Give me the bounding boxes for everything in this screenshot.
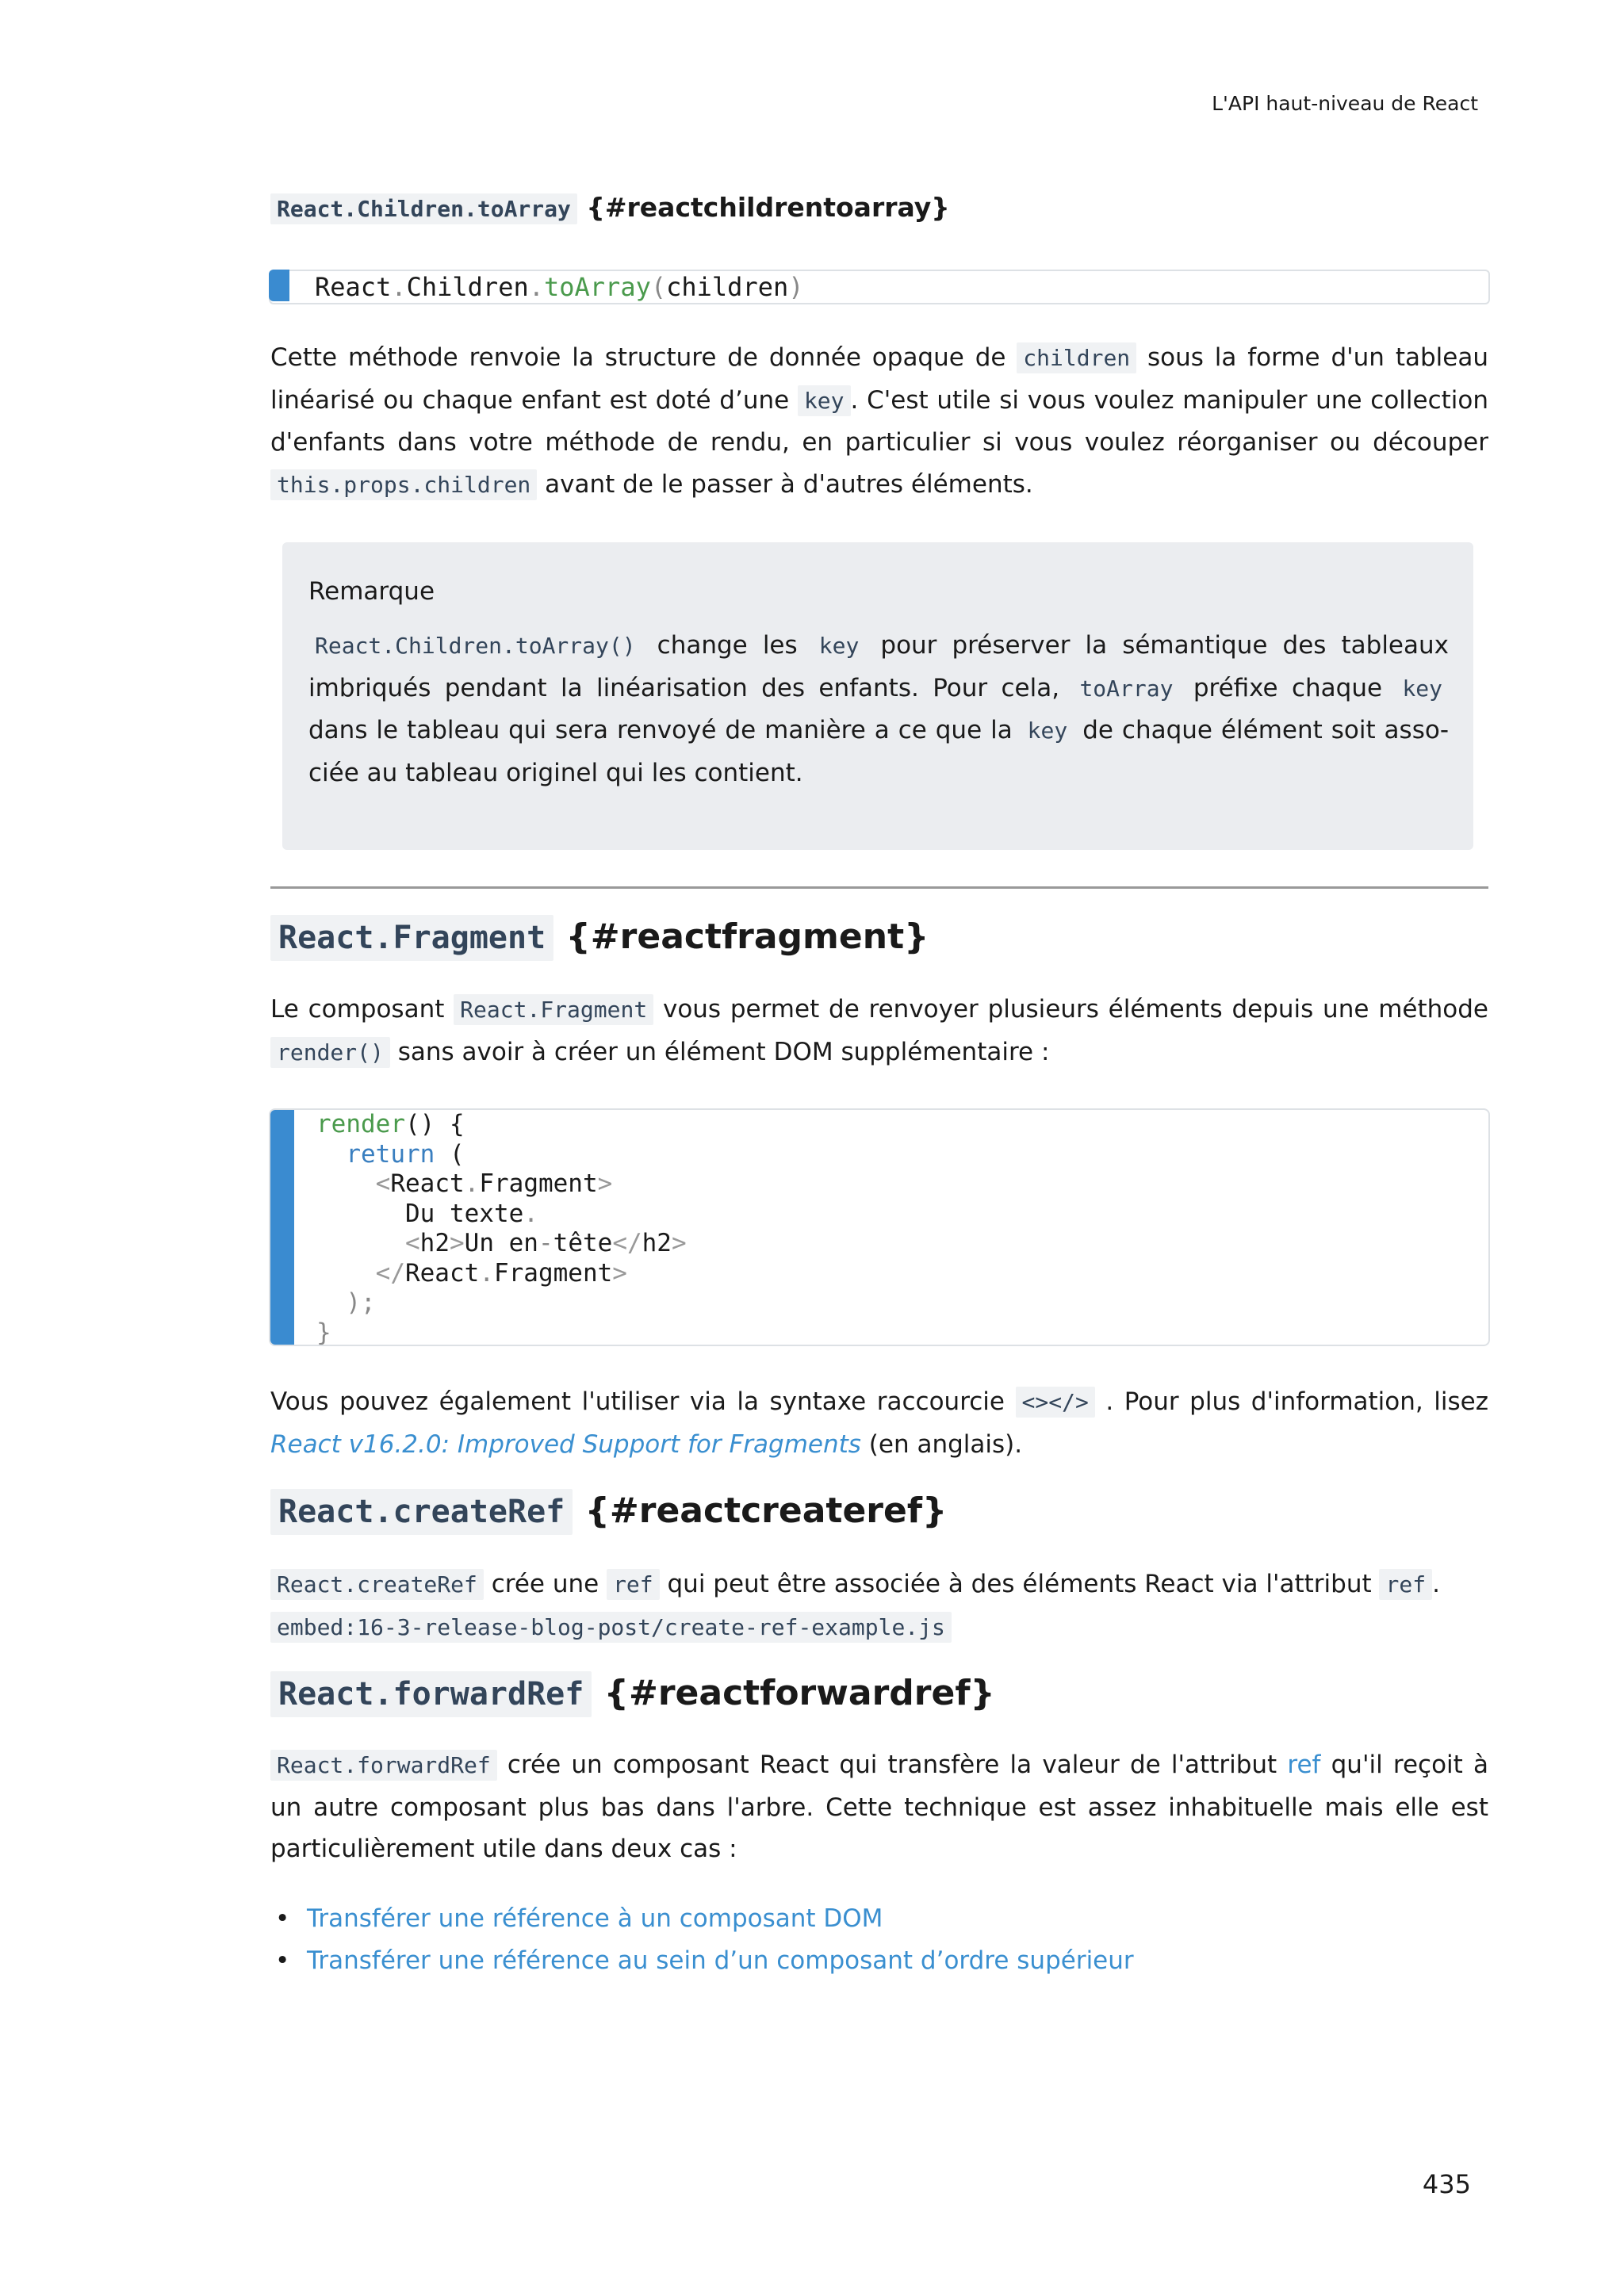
inline-code: React.forwardRef [270, 1750, 497, 1781]
text-run: Cette méthode renvoie la structure de donnée opaque de [270, 343, 1017, 372]
fragment-code-block [269, 1108, 1490, 1346]
inline-code: this.props.children [270, 469, 537, 500]
text-run: qui peut être associée à des éléments React via l'attribut [659, 1570, 1380, 1598]
forward-ref-hoc-link[interactable]: Transférer une référence au sein d’un composant d’ordre supérieur [307, 1946, 1134, 1975]
code-token: < [375, 1169, 391, 1198]
text-run: dans le tableau qui sera renvoyé de manière a ce que la [308, 716, 1021, 744]
text-run: sous la forme d'un tableau linéarisé ou chaque enfant est doté d’une [270, 343, 1488, 415]
forwardref-use-cases [270, 1898, 1134, 1982]
text-run: Vous pouvez également l'utiliser via la syntaxe raccourcie [270, 1387, 1016, 1416]
fragments-blog-link[interactable]: React v16.2.0: Improved Support for Fragments [270, 1429, 861, 1459]
inline-code: ref [607, 1569, 660, 1600]
inline-code: React.Children.toArray() [315, 633, 636, 659]
list-item [270, 1940, 1134, 1982]
code-token: < [404, 1229, 420, 1257]
page-number: 435 [1422, 2169, 1471, 2199]
code-token: } [316, 1318, 331, 1346]
code-token: . [391, 272, 407, 302]
forwardref-description [270, 1744, 1488, 1870]
code-token: ( [650, 272, 667, 302]
text-run: . C'est utile si vous voulez manipuler une collection d'enfants dans votre méthode de rendu, en particulier si vous voulez réorganiser ou découper [270, 385, 1489, 457]
code-token: Fragment [493, 1258, 613, 1288]
code-token: > [671, 1229, 687, 1257]
code-token: - [538, 1229, 553, 1257]
heading-code: React.Fragment [270, 915, 553, 961]
code-content [316, 1110, 687, 1346]
section-divider [270, 886, 1488, 889]
text-run: qu'il reçoit à un autre composant plus bas dans l'arbre. Cette technique est assez inhabituelle mais elle est particulièrement utile dans deux cas : [270, 1751, 1488, 1863]
text-run: vous permet de renvoyer plusieurs éléments depuis une méthode [653, 995, 1488, 1024]
text-run: pour préserver la sémantique des tableaux imbriqués pendant la linéarisation des enfants. Pour cela, [308, 631, 1449, 702]
text-run: crée une [483, 1570, 607, 1598]
code-token: render [316, 1110, 405, 1138]
fragment-description [270, 989, 1488, 1073]
code-token: React [315, 272, 392, 302]
code-token: </ [612, 1229, 642, 1257]
inline-code: embed:16-3-release-blog-post/create-ref-example.js [270, 1612, 952, 1643]
heading-code: React.createRef [270, 1489, 573, 1535]
running-head: L'API haut-niveau de React [1212, 92, 1478, 115]
code-token: . [464, 1169, 480, 1198]
heading-anchor: {#reactforwardref} [603, 1673, 995, 1713]
inline-code: ref [1379, 1569, 1432, 1600]
heading-code: React.Children.toArray [270, 193, 577, 224]
code-accent-bar [269, 270, 289, 301]
inline-code: <></> [1016, 1387, 1095, 1418]
text-run: . [1432, 1570, 1440, 1598]
heading-children-toarray [270, 192, 950, 223]
text-run: . Pour plus d'information, lisez [1094, 1387, 1488, 1416]
heading-fragment [270, 916, 929, 957]
toarray-description [270, 337, 1488, 506]
code-token: . [479, 1258, 494, 1288]
heading-anchor: {#reactfragment} [565, 916, 929, 957]
heading-anchor: {#reactcreateref} [584, 1490, 948, 1531]
code-token: React [404, 1258, 480, 1288]
code-token: > [612, 1258, 627, 1288]
note-title: Remarque [308, 577, 435, 606]
inline-code: children [1017, 342, 1136, 373]
text-run: préfixe chaque [1179, 673, 1396, 702]
inline-code: React.Fragment [454, 994, 653, 1025]
inline-code: key [1027, 718, 1068, 744]
code-token: Un en [464, 1229, 538, 1257]
inline-code: key [798, 385, 851, 416]
heading-code: React.forwardRef [270, 1671, 592, 1717]
code-token: toArray [543, 272, 651, 302]
signature-line [315, 271, 804, 303]
note-body [308, 625, 1449, 794]
heading-anchor: {#reactchildrentoarray} [586, 192, 950, 223]
code-token: return [346, 1139, 435, 1169]
text-run: change les [642, 631, 813, 660]
createref-description [270, 1563, 1488, 1648]
fragment-shorthand-note [270, 1381, 1488, 1465]
code-token: () { [404, 1110, 465, 1138]
note-box [282, 542, 1473, 850]
code-token: . [523, 1199, 538, 1228]
code-accent-bar [270, 1110, 294, 1345]
forward-ref-dom-link[interactable]: Transférer une référence à un composant DOM [307, 1904, 883, 1933]
inline-code: React.createRef [270, 1569, 484, 1600]
heading-createref [270, 1490, 947, 1531]
code-token: > [449, 1229, 465, 1257]
ref-link[interactable]: ref [1287, 1751, 1321, 1779]
code-token: . [528, 272, 544, 302]
text-run: de chaque élément soit associée au tableau originel qui les contient. [308, 716, 1449, 787]
code-token: tête [553, 1229, 613, 1257]
code-token: > [597, 1169, 613, 1198]
code-token: h2 [419, 1229, 450, 1257]
code-token: ); [346, 1288, 376, 1317]
code-token: Children [406, 272, 529, 302]
text-run: (en anglais). [860, 1429, 1023, 1459]
code-token: h2 [642, 1229, 672, 1257]
code-token: ) [788, 272, 804, 302]
text-run: avant de le passer à d'autres éléments. [537, 469, 1033, 499]
signature-code-block [269, 270, 1490, 304]
inline-code: render() [270, 1037, 390, 1068]
inline-code: key [1402, 675, 1443, 702]
code-token: ( [435, 1139, 465, 1169]
code-token: Du texte [404, 1199, 524, 1228]
text-run: Le composant [270, 995, 454, 1024]
heading-forwardref [270, 1673, 995, 1713]
code-token: Fragment [479, 1169, 598, 1198]
code-token: children [666, 272, 789, 302]
text-run: sans avoir à créer un élément DOM supplémentaire : [389, 1037, 1050, 1066]
code-token: React [390, 1169, 465, 1198]
inline-code: key [818, 633, 860, 659]
text-run: crée un composant React qui transfère la valeur de l'attribut [496, 1751, 1288, 1779]
inline-code: toArray [1079, 675, 1174, 702]
list-item [270, 1898, 1134, 1940]
code-token: </ [375, 1258, 405, 1288]
